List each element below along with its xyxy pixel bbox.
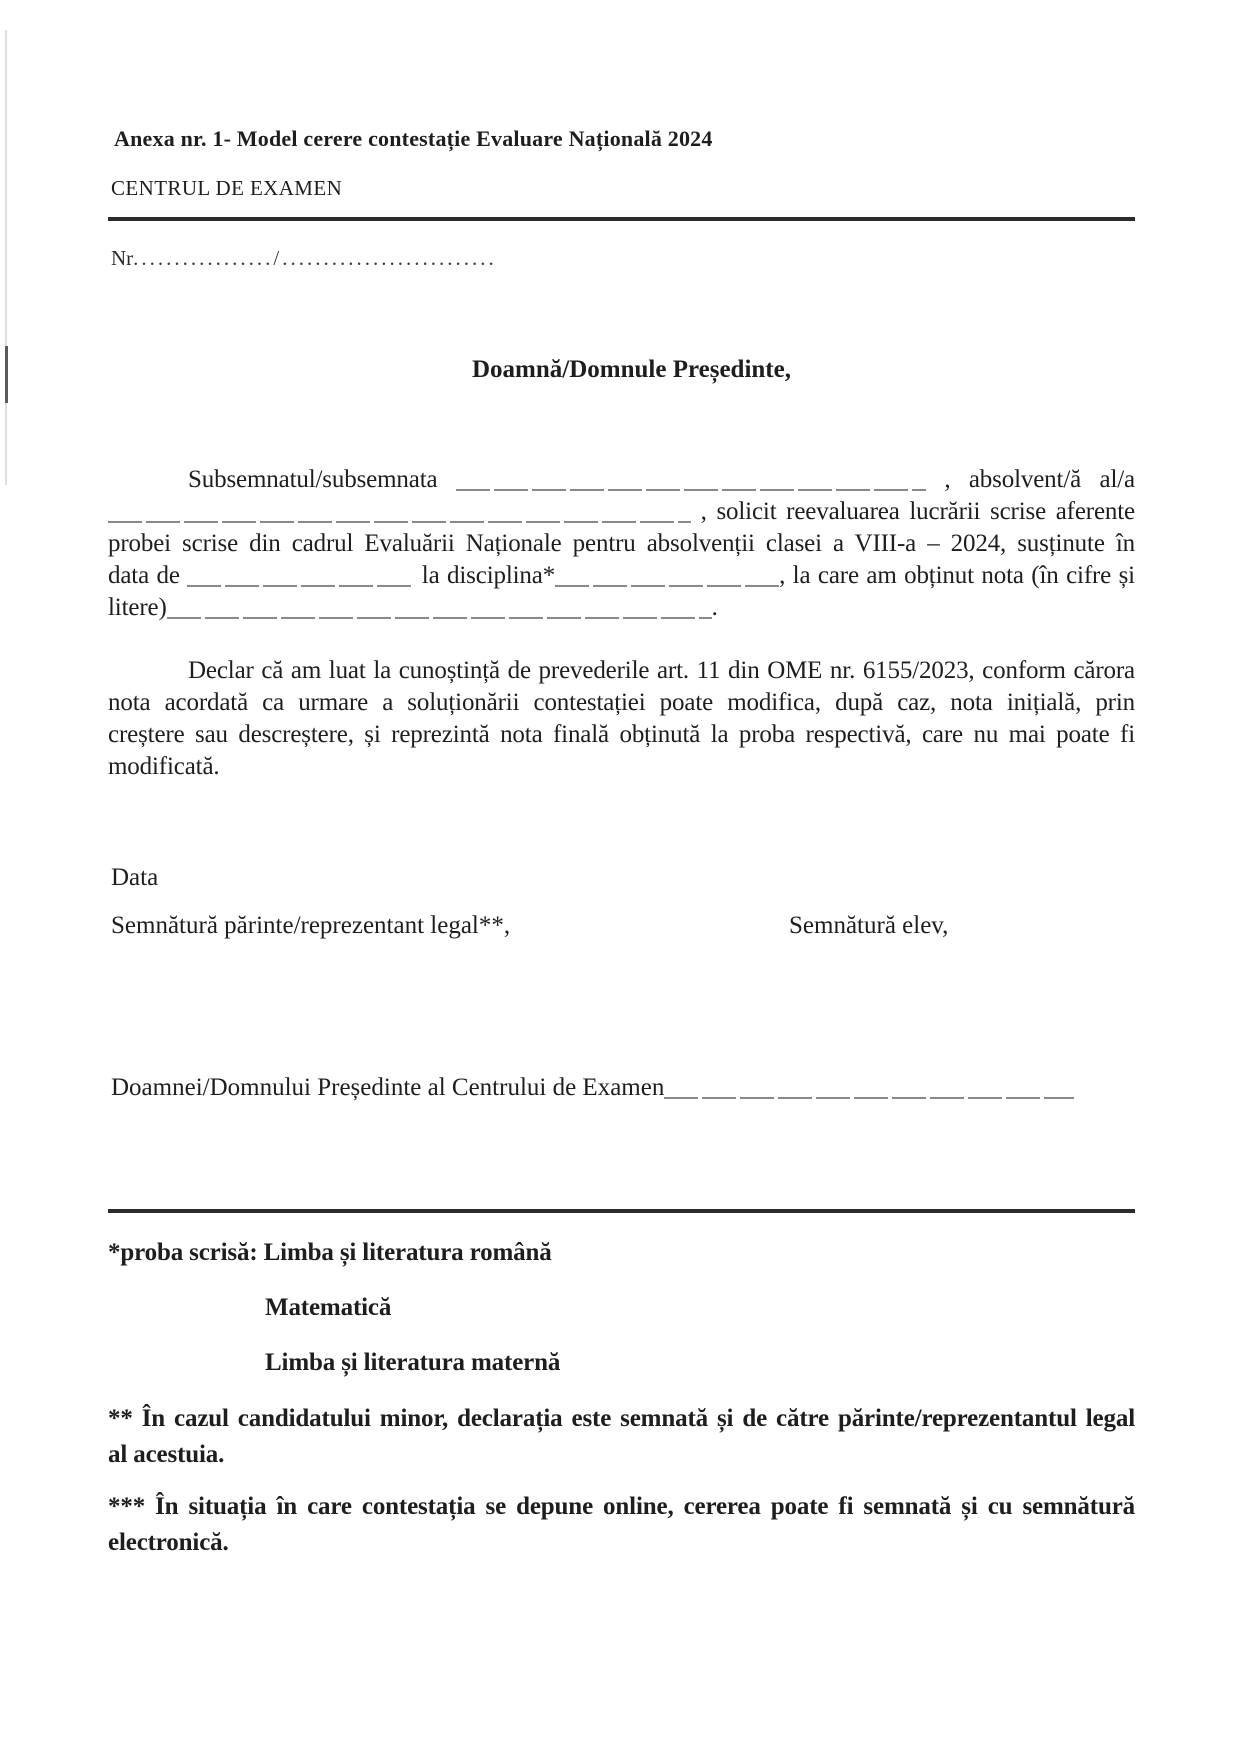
- request-line-1-text2: , absolvent/ă al/a: [944, 466, 1135, 493]
- footnote-separator-rule: [108, 1209, 1135, 1213]
- footnote-online-line-1: *** În situația în care contestația se depune online, cererea poate fi semnată și cu semnătură: [108, 1493, 1135, 1520]
- footnote-minor-line-1: ** În cazul candidatului minor, declarația este semnată și de către părinte/reprezentantul legal: [108, 1405, 1135, 1432]
- declaration-line-3: creștere sau descreștere, și reprezintă nota finală obținută la proba respectivă, care nu mai poate fi: [108, 721, 1135, 748]
- declaration-paragraph: [108, 655, 1135, 783]
- footnote-minor-line-2: al acestuia.: [108, 1441, 225, 1468]
- scan-edge-artifact: [5, 30, 7, 485]
- request-line-4-text3: , la care am obținut nota (în cifre și: [779, 562, 1135, 589]
- footnote-written-test: *proba scrisă: Limba și literatura română: [108, 1239, 552, 1266]
- signature-row: [111, 912, 1135, 940]
- request-line-4-text1: data de: [108, 562, 180, 589]
- request-line-1: [108, 464, 1135, 496]
- request-line-4: [108, 560, 1135, 592]
- declaration-line-2: nota acordată ca urmare a soluționării contestației poate modifica, după caz, nota inițială, prin: [108, 689, 1135, 716]
- request-line-4-text2: la disciplina*: [421, 562, 556, 589]
- exam-center-label: CENTRUL DE EXAMEN: [111, 176, 343, 200]
- blank-school-field: [108, 498, 691, 523]
- blank-name-field: [456, 466, 926, 491]
- scan-edge-artifact-dark: [5, 346, 8, 403]
- annex-title: Anexa nr. 1- Model cerere contestație Evaluare Națională 2024: [114, 126, 713, 151]
- blank-exam-center-field: [664, 1074, 1074, 1099]
- student-signature-label: Semnătură elev,: [789, 912, 949, 939]
- request-line-5: [108, 592, 1135, 624]
- footnote-online: [108, 1489, 1135, 1561]
- addressee-line: [111, 1074, 1074, 1102]
- registration-number-line: [111, 246, 497, 271]
- exam-center-rule: [108, 217, 1135, 221]
- blank-subject-field: [555, 562, 779, 587]
- parent-signature-label: Semnătură părinte/reprezentant legal**,: [111, 912, 511, 939]
- footnote-subject-mathematics: Matematică: [265, 1294, 392, 1321]
- request-line-1-text: Subsemnatul/subsemnata: [188, 466, 438, 493]
- date-label: Data: [111, 864, 159, 891]
- declaration-line-4: modificată.: [108, 753, 220, 780]
- blank-date-field: [187, 562, 414, 587]
- footnote-online-line-2: electronică.: [108, 1529, 229, 1556]
- blank-grade-field: [167, 594, 712, 619]
- nr-prefix: Nr: [111, 246, 134, 270]
- request-paragraph: [108, 464, 1135, 624]
- salutation: Doamnă/Domnule Președinte,: [472, 356, 791, 383]
- declaration-line-1: Declar că am luat la cunoștință de prevederile art. 11 din OME nr. 6155/2023, conform cărora: [188, 657, 1135, 684]
- footnote-subject-mother-tongue: Limba și literatura maternă: [265, 1349, 561, 1376]
- request-line-5-text1: litere): [108, 594, 167, 621]
- footnote-minor: [108, 1401, 1135, 1473]
- request-line-2-text: , solicit reevaluarea lucrării scrise aferente: [700, 498, 1135, 525]
- addressee-text: Doamnei/Domnului Președinte al Centrului de Examen: [111, 1074, 665, 1101]
- nr-dotted-leaders: ................./..........................: [133, 246, 497, 270]
- request-line-3: probei scrise din cadrul Evaluării Naționale pentru absolvenții clasei a VIII-a – 2024, susținute în: [108, 530, 1135, 557]
- request-line-5-text2: .: [711, 594, 718, 621]
- request-line-2: [108, 496, 1135, 528]
